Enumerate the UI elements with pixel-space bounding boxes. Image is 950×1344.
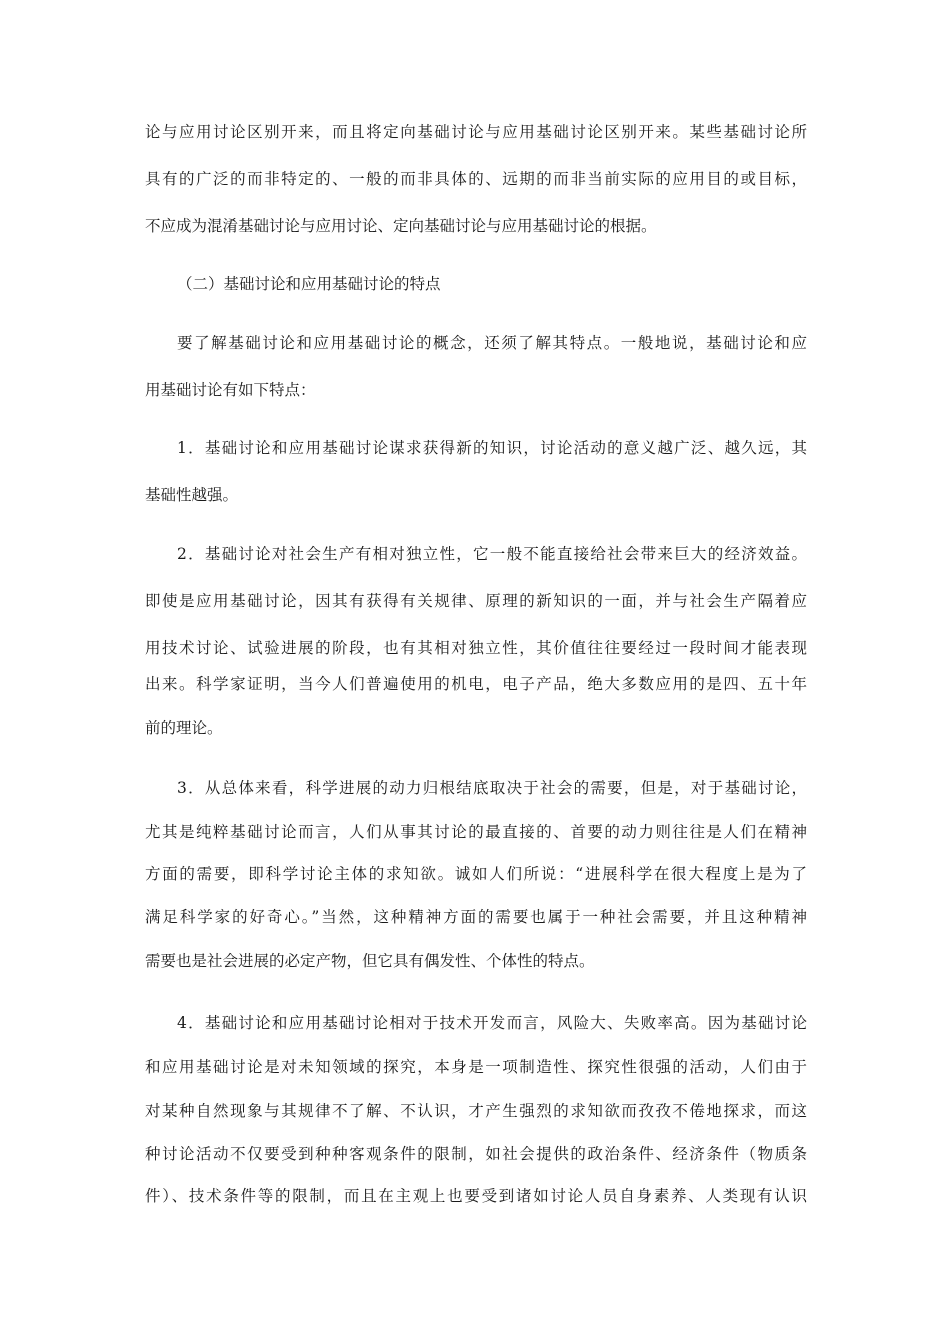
intro-continued-line-2: 具有的广泛的而非特定的、一般的而非具体的、远期的而非当前实际的应用目的或目标， [145,170,807,188]
section-heading: （二）基础讨论和应用基础讨论的特点 [177,275,441,293]
point-3-line-4: 满足科学家的好奇心。”当然，这种精神方面的需要也属于一种社会需要，并且这种精神 [145,908,807,926]
point-3-line-1: 3．从总体来看，科学进展的动力归根结底取决于社会的需要，但是，对于基础讨论， [177,779,807,797]
point-4-line-3: 对某种自然现象与其规律不了解、不认识，才产生强烈的求知欲而孜孜不倦地探求，而这 [145,1102,807,1120]
point-4-line-2: 和应用基础讨论是对未知领域的探究，本身是一项制造性、探究性很强的活动，人们由于 [145,1058,807,1076]
point-2-line-4: 出来。科学家证明，当今人们普遍使用的机电，电子产品，绝大多数应用的是四、五十年 [145,675,807,693]
features-intro-line-1: 要了解基础讨论和应用基础讨论的概念，还须了解其特点。一般地说，基础讨论和应 [177,334,807,352]
point-3-line-2: 尤其是纯粹基础讨论而言，人们从事其讨论的最直接的、首要的动力则往往是人们在精神 [145,823,807,841]
point-3-line-5: 需要也是社会进展的必定产物，但它具有偶发性、个体性的特点。 [145,952,595,970]
features-intro-line-2: 用基础讨论有如下特点： [145,381,316,399]
point-1-line-2: 基础性越强。 [145,486,239,504]
intro-continued-line-1: 论与应用讨论区别开来，而且将定向基础讨论与应用基础讨论区别开来。某些基础讨论所 [145,123,807,141]
point-2-line-1: 2．基础讨论对社会生产有相对独立性，它一般不能直接给社会带来巨大的经济效益。 [177,545,807,563]
point-3-line-3: 方面的需要，即科学讨论主体的求知欲。诚如人们所说：“进展科学在很大程度上是为了 [145,865,807,883]
point-4-line-5: 件）、技术条件等的限制，而且在主观上也要受到诸如讨论人员自身素养、人类现有认识 [145,1187,807,1205]
point-1-line-1: 1．基础讨论和应用基础讨论谋求获得新的知识，讨论活动的意义越广泛、越久远，其 [177,439,807,457]
intro-continued-line-3: 不应成为混淆基础讨论与应用讨论、定向基础讨论与应用基础讨论的根据。 [145,217,657,235]
point-4-line-1: 4．基础讨论和应用基础讨论相对于技术开发而言，风险大、失败率高。因为基础讨论 [177,1014,807,1032]
point-2-line-5: 前的理论。 [145,719,223,737]
point-2-line-3: 用技术讨论、试验进展的阶段，也有其相对独立性，其价值往往要经过一段时间才能表现 [145,639,807,657]
point-2-line-2: 即使是应用基础讨论，因其有获得有关规律、原理的新知识的一面，并与社会生产隔着应 [145,592,807,610]
point-4-line-4: 种讨论活动不仅要受到种种客观条件的限制，如社会提供的政治条件、经济条件（物质条 [145,1145,807,1163]
